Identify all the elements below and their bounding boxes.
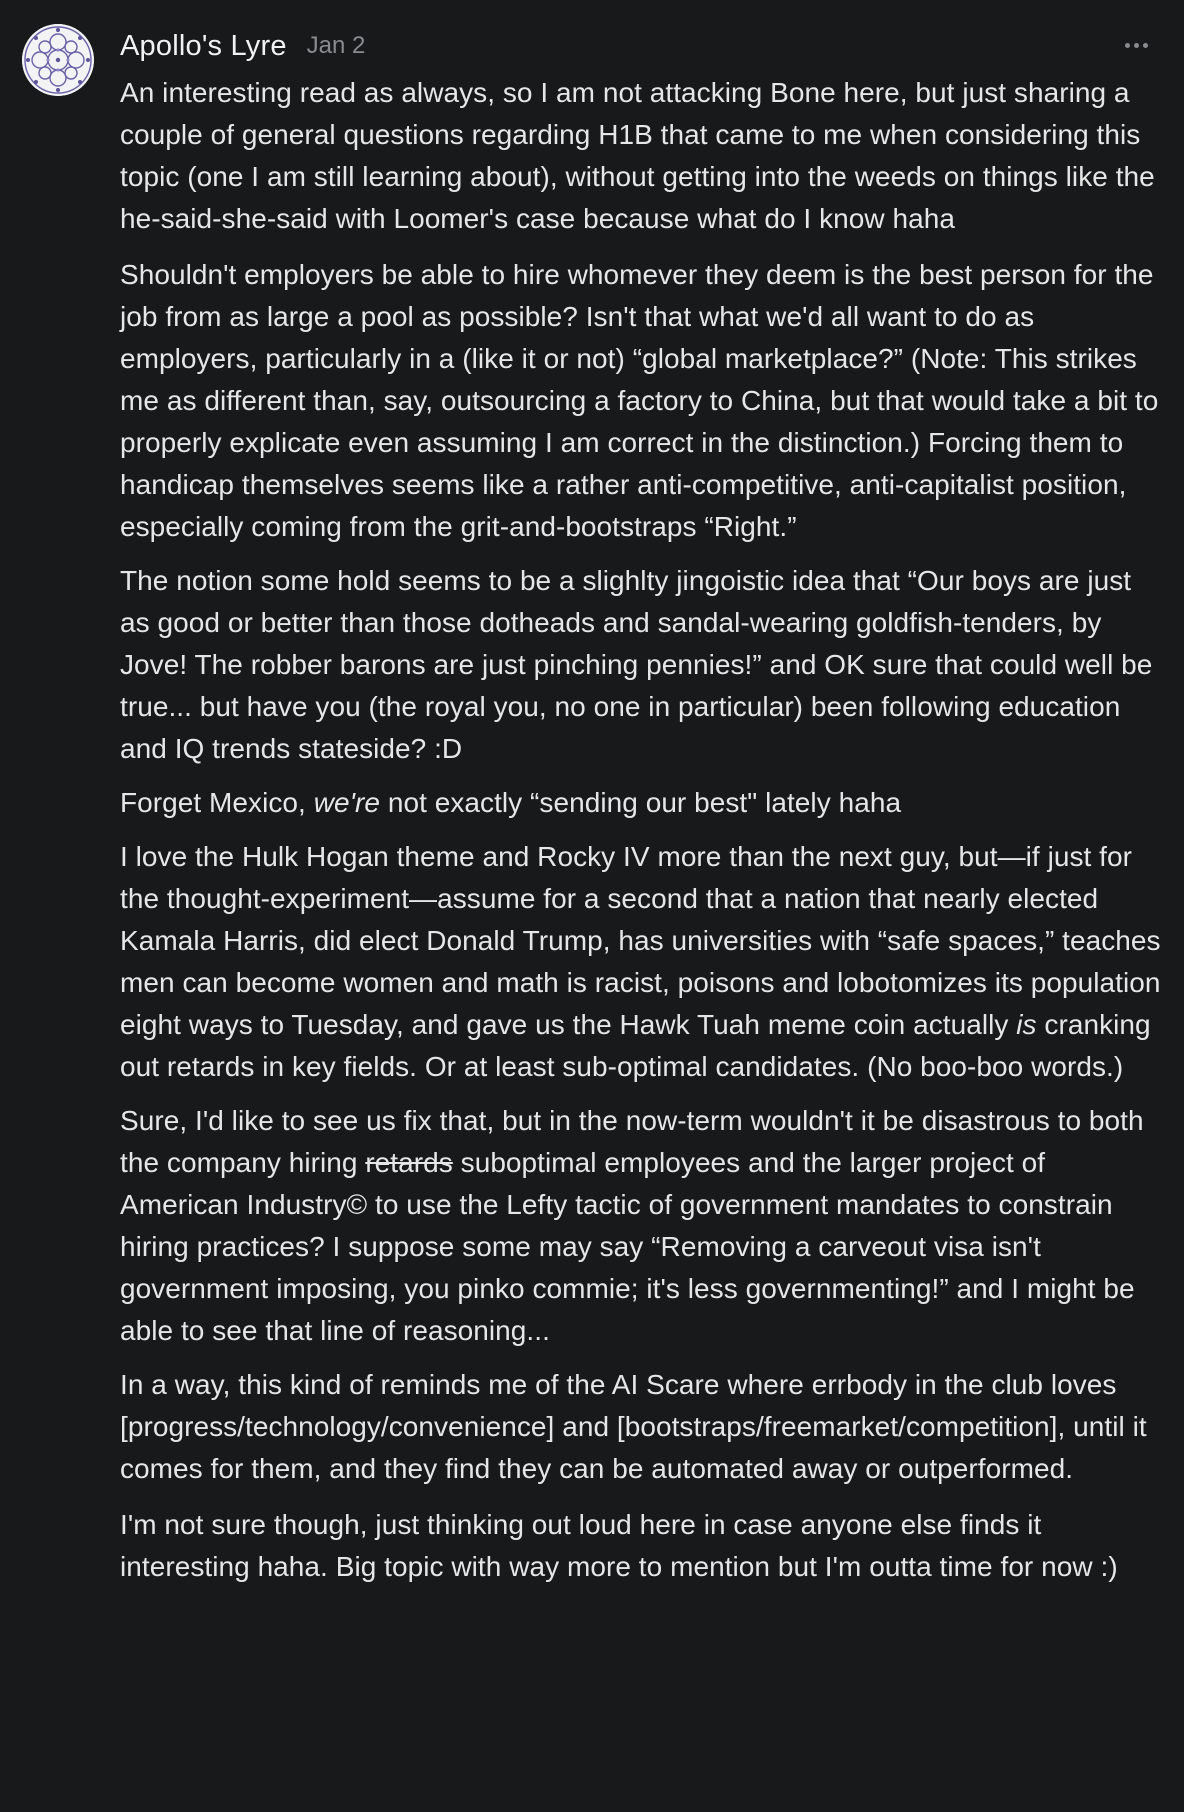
comment-paragraph-6 <box>120 1100 1164 1352</box>
paragraph-text: cranking out retards in key fields. Or at least sub-optimal candidates. (No boo-boo words.) <box>120 1009 1151 1082</box>
avatar[interactable] <box>22 24 94 96</box>
paragraph-text: Sure, I'd like to see us fix that, but in the now-term wouldn't it be disastrous to both the company hiring <box>120 1105 1144 1178</box>
comment-date[interactable]: Jan 2 <box>306 32 366 59</box>
comment-paragraph-4 <box>120 782 1164 824</box>
paragraph-text: suboptimal employees and the larger project of American Industry© to use the Lefty tactic of government mandates to constrain hiring practices? I suppose some may say “Removing a carveout visa isn't government imposing, you pinko commie; it's less governmenting!” and I might be able to see that line of reasoning... <box>120 1147 1135 1346</box>
comment-paragraph-5 <box>120 836 1164 1088</box>
comment-paragraph-1: An interesting read as always, so I am not attacking Bone here, but just sharing a couple of general questions regarding H1B that came to me when considering this topic (one I am still learning about), without getting into the weeds on things like the he-said-she-said with Loomer's case because what do I know haha <box>120 77 1155 234</box>
comment-paragraph-2: Shouldn't employers be able to hire whomever they deem is the best person for the job from as large a pool as possible? Isn't that what we'd all want to do as employers, particularly in a (like it or not) “global marketplace?” (Note: This strikes me as different than, say, outsourcing a factory to China, but that would take a bit to properly explicate even assuming I am correct in the distinction.) Forcing them to handicap themselves seems like a rather anti-competitive, anti-capitalist position, especially coming from the grit-and-bootstraps “Right.” <box>120 259 1159 542</box>
author-name[interactable]: Apollo's Lyre <box>120 29 287 62</box>
ornamental-circle-avatar-icon <box>22 24 94 96</box>
strikethrough-text: retards <box>365 1147 453 1178</box>
emphasis-text: is <box>1016 1009 1037 1040</box>
more-options-button[interactable] <box>1116 28 1156 62</box>
comment-paragraph-7: In a way, this kind of reminds me of the AI Scare where errbody in the club loves [progress/technology/convenience] and [bootstraps/freemarket/competition], until it comes for them, and they find they can be automated away or outperformed. <box>120 1369 1147 1484</box>
comment-header <box>120 24 365 68</box>
emphasis-text: we're <box>313 787 380 818</box>
comment-paragraph-8: I'm not sure though, just thinking out loud here in case anyone else finds it interesting haha. Big topic with way more to mention but I'm outta time for now :) <box>120 1509 1118 1582</box>
paragraph-text: not exactly “sending our best" lately haha <box>380 787 902 818</box>
paragraph-text: I love the Hulk Hogan theme and Rocky IV more than the next guy, but—if just for the thought-experiment—assume for a second that a nation that nearly elected Kamala Harris, did elect Donald Trump, has universities with “safe spaces,” teaches men can become women and math is racist, poisons and lobotomizes its population eight ways to Tuesday, and gave us the Hawk Tuah meme coin actually <box>120 841 1161 1040</box>
paragraph-text: Forget Mexico, <box>120 787 314 818</box>
comment-body <box>120 72 1164 1600</box>
comment-paragraph-3: The notion some hold seems to be a slighlty jingoistic idea that “Our boys are just as good or better than those dotheads and sandal-wearing goldfish-tenders, by Jove! The robber barons are just pinching pennies!” and OK sure that could well be true... but have you (the royal you, no one in particular) been following education and IQ trends stateside? :D <box>120 565 1153 764</box>
